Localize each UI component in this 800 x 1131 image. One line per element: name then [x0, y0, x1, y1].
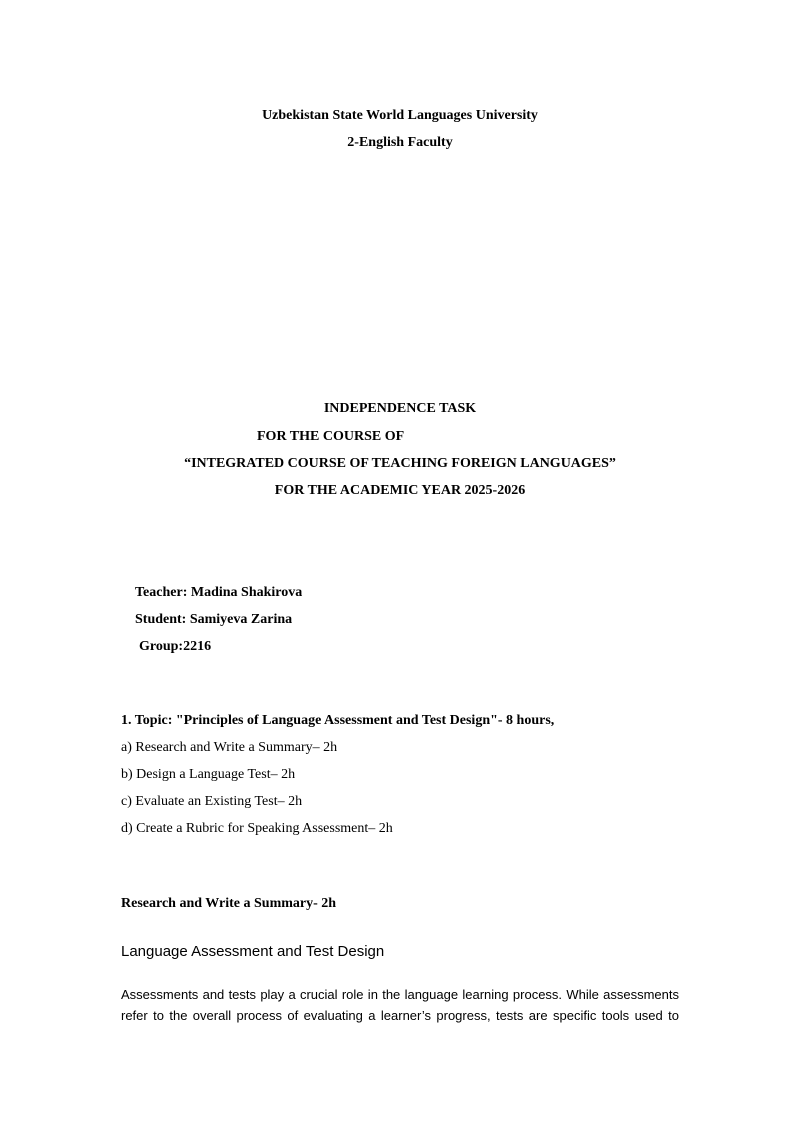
topic-item-a: a) Research and Write a Summary– 2h [121, 740, 338, 755]
section-heading: Research and Write a Summary- 2h [121, 896, 337, 911]
topic-item-b: b) Design a Language Test– 2h [121, 767, 296, 782]
paragraph-line-2: refer to the overall process of evaluating a learner’s progress, tests are specific tools used to [121, 1008, 679, 1023]
course-title: “INTEGRATED COURSE OF TEACHING FOREIGN LANGUAGES” [184, 456, 616, 471]
student-name: Student: Samiyeva Zarina [135, 612, 293, 627]
paragraph-line-1: Assessments and tests play a crucial role in the language learning process. While assessments [121, 987, 679, 1002]
topic-item-d: d) Create a Rubric for Speaking Assessment– 2h [121, 821, 393, 836]
academic-year: FOR THE ACADEMIC YEAR 2025-2026 [274, 483, 526, 498]
faculty-name: 2-English Faculty [347, 135, 453, 150]
section-subheading: Language Assessment and Test Design [121, 943, 385, 960]
title-line-1: INDEPENDENCE TASK [323, 401, 477, 416]
teacher-name: Teacher: Madina Shakirova [135, 585, 303, 600]
group-number: Group:2216 [139, 639, 212, 654]
topic-title: 1. Topic: "Principles of Language Assessment and Test Design"- 8 hours, [121, 713, 555, 728]
university-name: Uzbekistan State World Languages University [262, 108, 538, 123]
title-line-2: FOR THE COURSE OF [257, 429, 405, 444]
topic-item-c: c) Evaluate an Existing Test– 2h [121, 794, 303, 809]
